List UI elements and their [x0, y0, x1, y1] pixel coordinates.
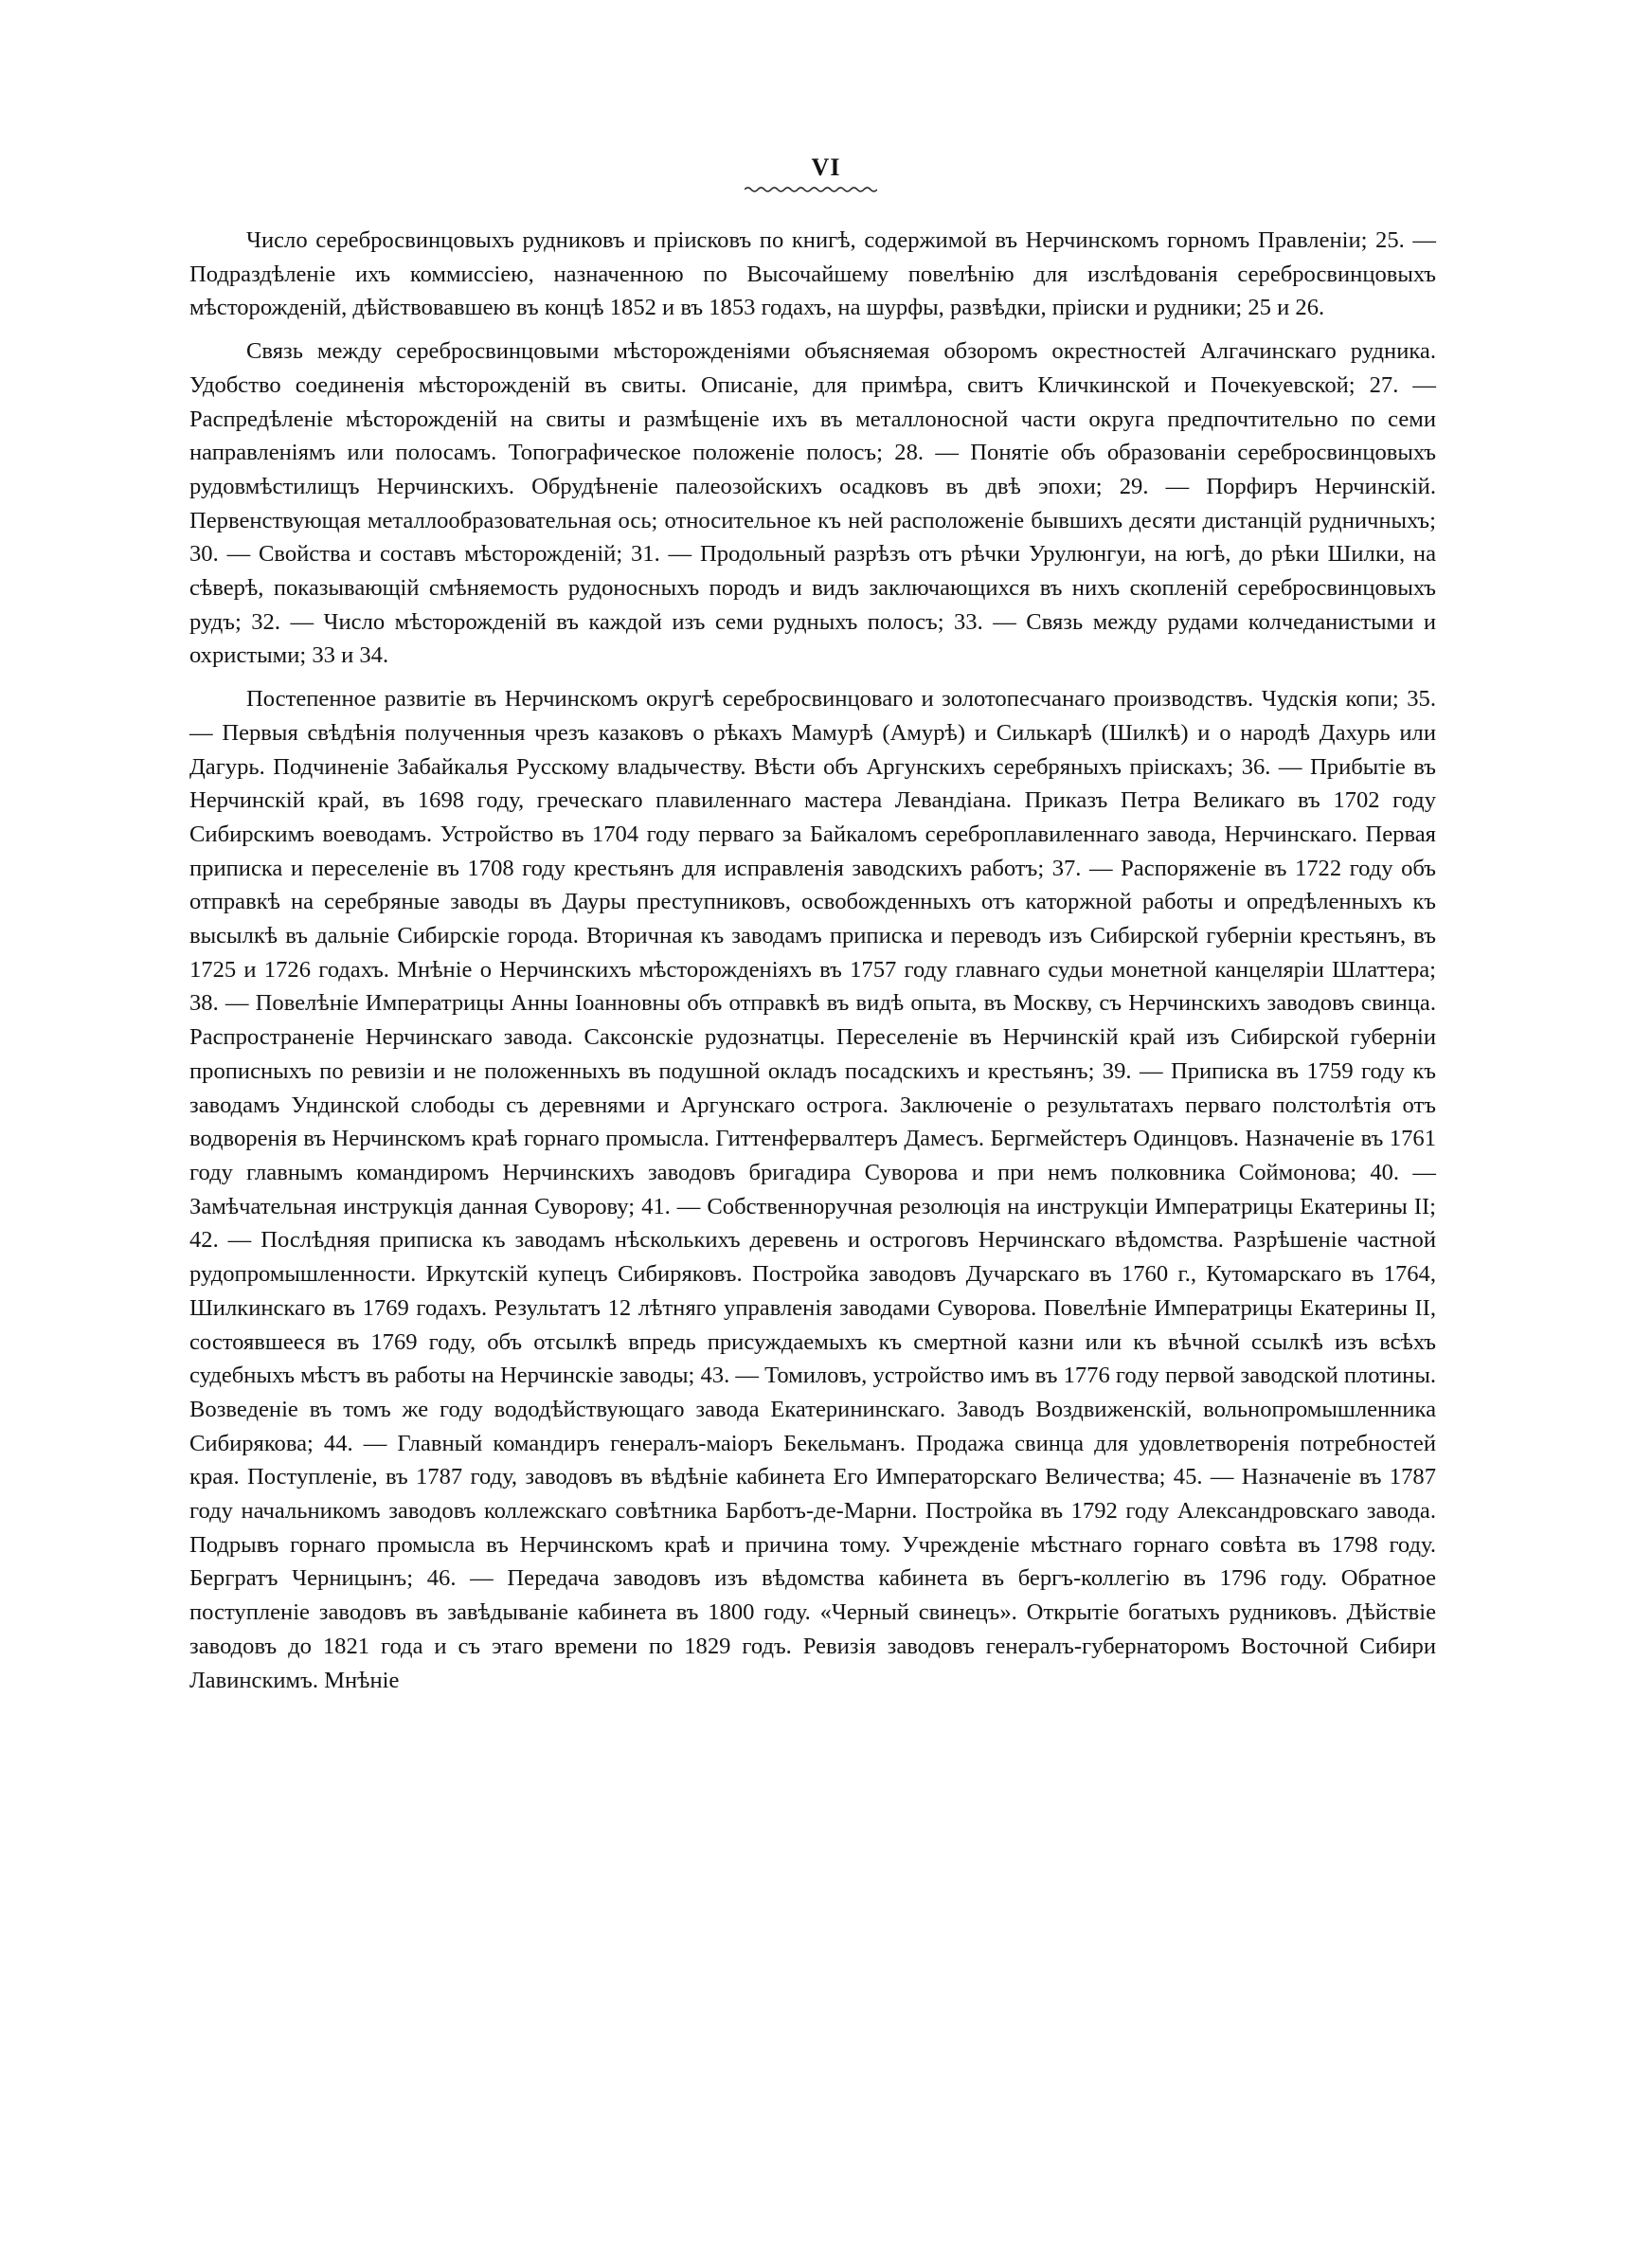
- table-of-contents-text: [189, 224, 1436, 1706]
- paragraph: Число серебросвинцовыхъ рудниковъ и пріисковъ по книгѣ, содержимой въ Нерчинскомъ горномъ Правленіи; 25. — Подраздѣленіе ихъ коммиссіею, назначенною по Высочайшему повелѣнію для изслѣдованія серебросвинцовыхъ мѣсторожденій, дѣйствовавшею въ концѣ 1852 и въ 1853 годахъ, на шурфы, развѣдки, пріиски и рудники; 25 и 26.: [189, 227, 1436, 321]
- paragraph: Связь между серебросвинцовыми мѣсторожденіями объясняемая обзоромъ окрестностей Алгачинскаго рудника. Удобство соединенія мѣсторожденій въ свиты. Описаніе, для примѣра, свитъ Кличкинской и Почекуевской; 27. — Распредѣленіе мѣсторожденій на свиты и размѣщеніе ихъ въ металлоносной части округа предпочтительно по семи направленіямъ или полосамъ. Топографическое положеніе полосъ; 28. — Понятіе объ образованіи серебросвинцовыхъ рудовмѣстилищъ Нерчинскихъ. Обрудѣненіе палеозойскихъ осадковъ въ двѣ эпохи; 29. — Порфиръ Нерчинскій. Первенствующая металлообразовательная ось; относительное къ ней расположеніе бывшихъ десяти дистанцій рудничныхъ; 30. — Свойства и составъ мѣсторожденій; 31. — Продольный разрѣзъ отъ рѣчки Урулюнгуи, на югѣ, до рѣки Шилки, на сѣверѣ, показывающій смѣняемость рудоносныхъ породъ и видъ заключающихся въ нихъ скопленій серебросвинцовыхъ рудъ; 32. — Число мѣсторожденій въ каждой изъ семи рудныхъ полосъ; 33. — Связь между рудами колчеданистыми и охристыми; 33 и 34.: [189, 338, 1436, 669]
- decorative-wavy-rule: [745, 186, 877, 193]
- paragraph: Постепенное развитіе въ Нерчинскомъ округѣ серебросвинцоваго и золотопесчанаго производствъ. Чудскія копи; 35. — Первыя свѣдѣнія полученныя чрезъ казаковъ о рѣкахъ Мамурѣ (Амурѣ) и Силькарѣ (Шилкѣ) и о народѣ Дахурь или Дагурь. Подчиненіе Забайкалья Русскому владычеству. Вѣсти объ Аргунскихъ серебряныхъ пріискахъ; 36. — Прибытіе въ Нерчинскій край, въ 1698 году, греческаго плавиленнаго мастера Левандіана. Приказъ Петра Великаго въ 1702 году Сибирскимъ воеводамъ. Устройство въ 1704 году перваго за Байкаломъ сереброплавиленнаго завода, Нерчинскаго. Первая приписка и переселеніе въ 1708 году крестьянъ для исправленія заводскихъ работъ; 37. — Распоряженіе въ 1722 году объ отправкѣ на серебряные заводы въ Дауры преступниковъ, освобожденныхъ отъ каторжной работы и опредѣленныхъ къ высылкѣ въ дальніе Сибирскіе города. Вторичная къ заводамъ приписка и переводъ изъ Сибирской губерніи крестьянъ, въ 1725 и 1726 годахъ. Мнѣніе о Нерчинскихъ мѣсторожденіяхъ въ 1757 году главнаго судьи монетной канцеляріи Шлаттера; 38. — Повелѣніе Императрицы Анны Іоанновны объ отправкѣ въ видѣ опыта, въ Москву, съ Нерчинскихъ заводовъ свинца. Распространеніе Нерчинскаго завода. Саксонскіе рудознатцы. Переселеніе въ Нерчинскій край изъ Сибирской губерніи прописныхъ по ревизіи и не положенныхъ въ подушной окладъ посадскихъ и крестьянъ; 39. — Приписка въ 1759 году къ заводамъ Ундинской слободы съ деревнями и Аргунскаго острога. Заключеніе о результатахъ перваго полстолѣтія отъ водворенія въ Нерчинскомъ краѣ горнаго промысла. Гиттенфервалтеръ Дамесъ. Бергмейстеръ Одинцовъ. Назначеніе въ 1761 году главнымъ командиромъ Нерчинскихъ заводовъ бригадира Суворова и при немъ полковника Соймонова; 40. — Замѣчательная инструкція данная Суворову; 41. — Собственноручная резолюція на инструкціи Императрицы Екатерины II; 42. — Послѣдняя приписка къ заводамъ нѣсколькихъ деревень и остроговъ Нерчинскаго вѣдомства. Разрѣшеніе частной рудопромышленности. Иркутскій купецъ Сибиряковъ. Постройка заводовъ Дучарскаго въ 1760 г., Кутомарскаго въ 1764, Шилкинскаго въ 1769 годахъ. Результатъ 12 лѣтняго управленія заводами Суворова. Повелѣніе Императрицы Екатерины II, состоявшееся въ 1769 году, объ отсылкѣ впредь присуждаемыхъ къ смертной казни или къ вѣчной ссылкѣ изъ всѣхъ судебныхъ мѣстъ въ работы на Нерчинскіе заводы; 43. — Томиловъ, устройство имъ въ 1776 году первой заводской плотины. Возведеніе въ томъ же году вододѣйствующаго завода Екатерининскаго. Заводъ Воздвиженскій, вольнопромышленника Сибирякова; 44. — Главный командиръ генералъ-маіоръ Бекельманъ. Продажа свинца для удовлетворенія потребностей края. Поступленіе, въ 1787 году, заводовъ въ вѣдѣніе кабинета Его Императорскаго Величества; 45. — Назначеніе въ 1787 году начальникомъ заводовъ коллежскаго совѣтника Барботъ-де-Марни. Постройка въ 1792 году Александровскаго завода. Подрывъ горнаго промысла въ Нерчинскомъ краѣ и причина тому. Учрежденіе мѣстнаго горнаго совѣта въ 1798 году. Бергратъ Черницынъ; 46. — Передача заводовъ изъ вѣдомства кабинета въ бергъ-коллегію въ 1796 году. Обратное поступленіе заводовъ въ завѣдываніе кабинета въ 1800 году. «Черный свинецъ». Открытіе богатыхъ рудниковъ. Дѣйствіе заводовъ до 1821 года и съ этаго времени по 1829 годъ. Ревизія заводовъ генералъ-губернаторомъ Восточной Сибири Лавинскимъ. Мнѣніе: [189, 686, 1436, 1693]
- page-number: VI: [811, 153, 841, 181]
